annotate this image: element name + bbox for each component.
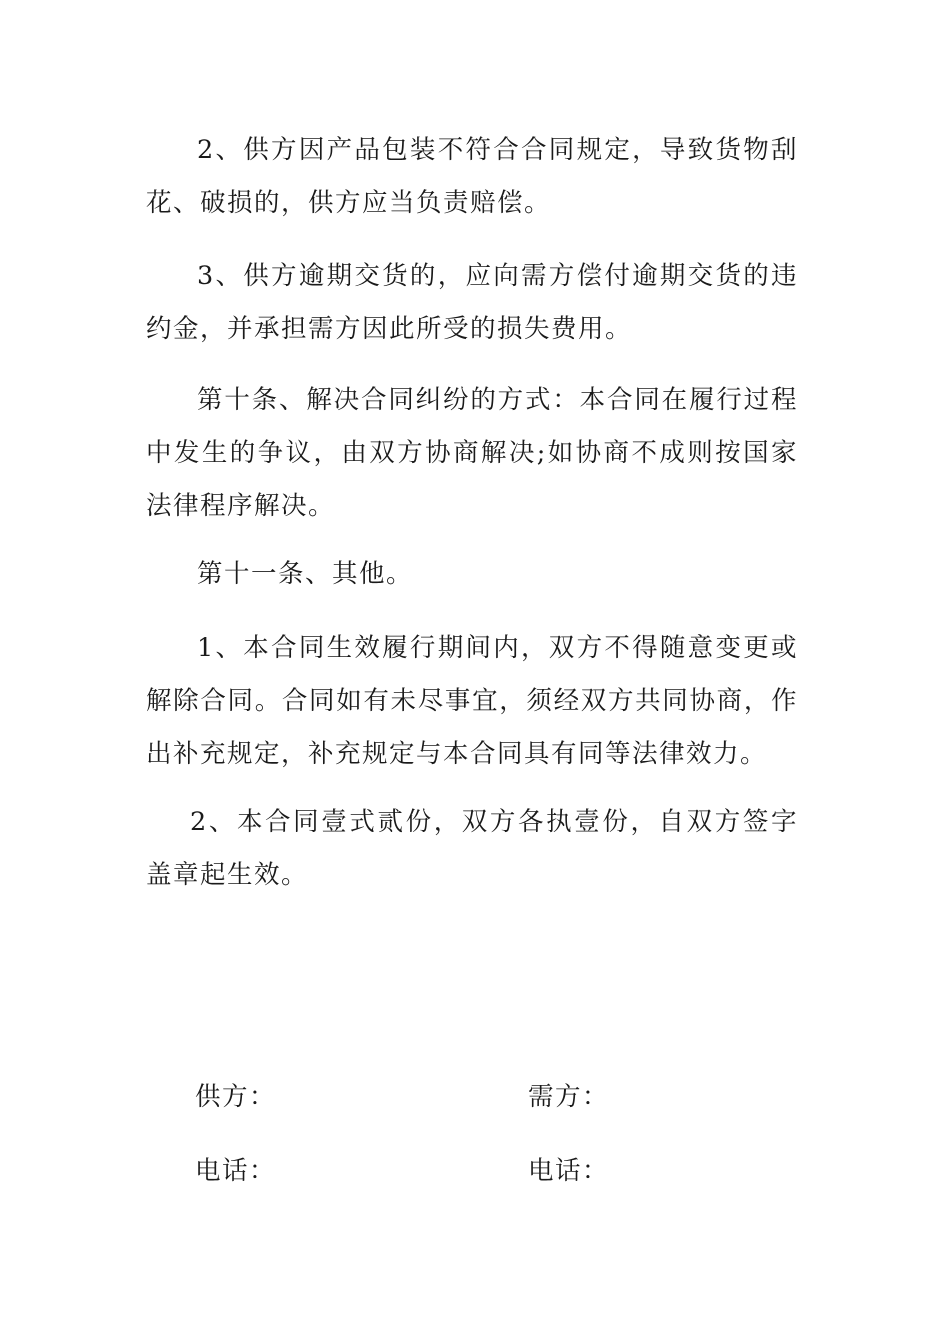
clause-no-unilateral-change: 1、本合同生效履行期间内，双方不得随意变更或解除合同。合同如有未尽事宜，须经双方共同协商，作出补充规定，补充规定与本合同具有同等法律效力。 [146,633,798,769]
clause-packaging-damage: 2、供方因产品包装不符合合同规定，导致货物刮花、破损的，供方应当负责赔偿。 [146,135,798,218]
clause-late-delivery: 3、供方逾期交货的，应向需方偿付逾期交货的违约金，并承担需方因此所受的损失费用。 [146,261,798,344]
buyer-phone-label: 电话： [528,1156,610,1186]
supplier-signature-label: 供方： [195,1082,277,1112]
clause-copies-effectiveness: 2、本合同壹式贰份，双方各执壹份，自双方签字盖章起生效。 [146,807,798,890]
supplier-phone-label: 电话： [195,1156,277,1186]
article-10-dispute-resolution: 第十条、解决合同纠纷的方式：本合同在履行过程中发生的争议，由双方协商解决;如协商不成则按国家法律程序解决。 [146,385,798,521]
buyer-signature-label: 需方： [528,1082,610,1112]
article-11-heading: 第十一条、其他。 [197,559,414,589]
